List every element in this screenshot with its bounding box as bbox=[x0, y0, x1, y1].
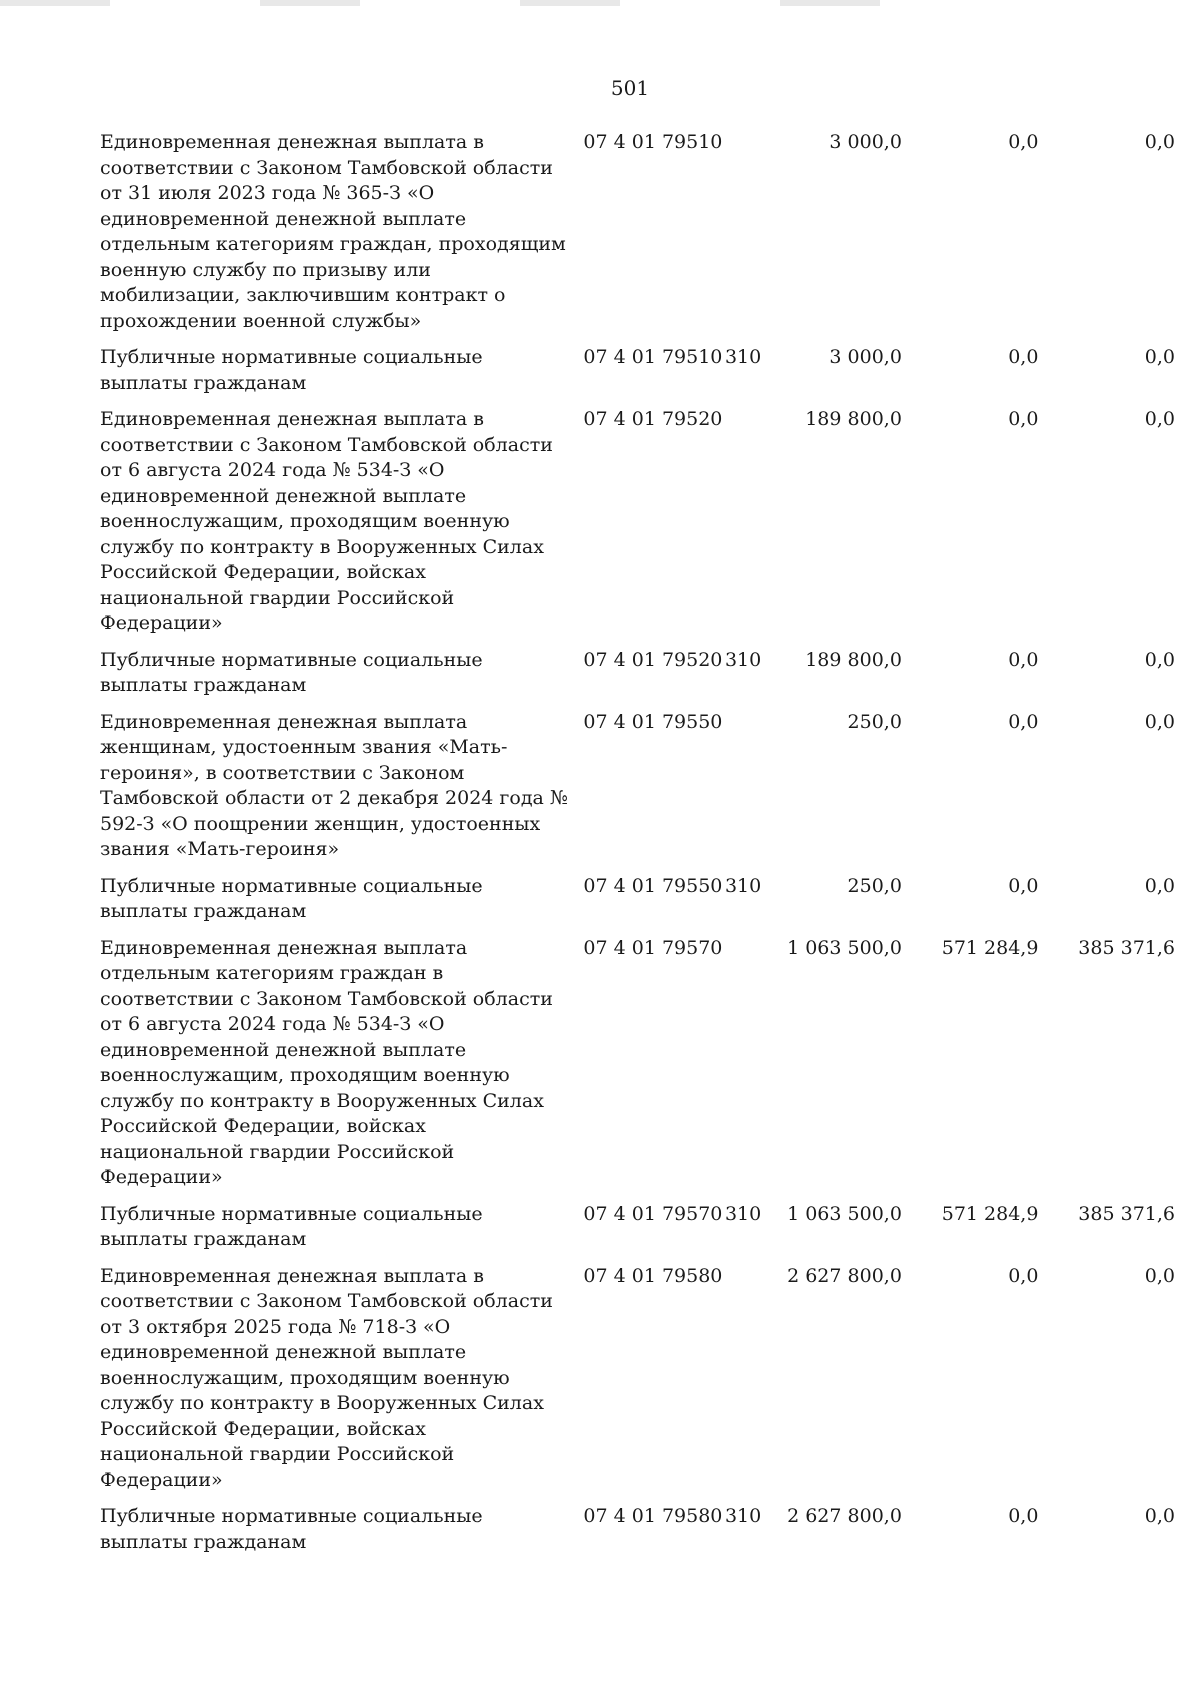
row-value-3: 0,0 bbox=[1144, 1505, 1175, 1527]
row-type: 310 bbox=[724, 1505, 762, 1527]
row-type bbox=[725, 130, 765, 345]
row-value-1: 250,0 bbox=[847, 710, 902, 733]
row-value-2: 0,0 bbox=[1008, 710, 1039, 733]
row-name: Единовременная денежная выплата в соответствии с Законом Тамбовской области от 6 августа 2024 года № 534-З «О единовременной денежной выплате военнослужащим, проходящим военную службу по контракту в Вооруженных Силах Российской Федерации, войсках национальной гвардии Российской Федерации» bbox=[100, 408, 553, 634]
row-name: Публичные нормативные социальные выплаты гражданам bbox=[100, 1505, 483, 1553]
row-value-3: 0,0 bbox=[1144, 408, 1175, 430]
scan-artifact bbox=[520, 0, 620, 6]
row-type bbox=[725, 407, 765, 648]
row-value-2: 0,0 bbox=[1008, 874, 1039, 897]
row-code: 07 4 01 79550 bbox=[583, 710, 723, 733]
scan-artifact bbox=[0, 0, 110, 6]
table-row bbox=[100, 936, 1175, 1202]
scan-artifact bbox=[260, 0, 360, 6]
row-code: 07 4 01 79520 bbox=[583, 648, 723, 671]
row-value-3: 0,0 bbox=[1144, 346, 1175, 368]
row-type: 310 bbox=[724, 648, 762, 671]
row-code: 07 4 01 79580 bbox=[583, 1505, 723, 1527]
row-name: Единовременная денежная выплата отдельным категориям граждан в соответствии с Законом Тамбовской области от 6 августа 2024 года № 534-З «О единовременной денежной выплате военнослужащим, проходящим военную службу по контракту в Вооруженных Силах Российской Федерации, войсках национальной гвардии Российской Федерации» bbox=[100, 936, 553, 1188]
row-value-2: 571 284,9 bbox=[941, 936, 1039, 959]
table-row bbox=[100, 130, 1175, 345]
row-value-2: 0,0 bbox=[1008, 346, 1039, 368]
row-value-1: 250,0 bbox=[847, 874, 902, 897]
row-code: 07 4 01 79520 bbox=[583, 408, 723, 430]
row-value-3: 0,0 bbox=[1144, 874, 1175, 897]
row-code: 07 4 01 79510 bbox=[583, 346, 723, 368]
page-number: 501 bbox=[610, 76, 650, 100]
row-type bbox=[725, 710, 765, 874]
row-value-1: 2 627 800,0 bbox=[787, 1264, 902, 1287]
row-code: 07 4 01 79570 bbox=[583, 936, 723, 959]
row-value-3: 0,0 bbox=[1144, 710, 1175, 733]
row-value-3: 385 371,6 bbox=[1078, 1202, 1175, 1225]
table-row bbox=[100, 710, 1175, 874]
row-value-2: 0,0 bbox=[1008, 1505, 1039, 1527]
row-type bbox=[725, 936, 765, 1202]
row-name: Публичные нормативные социальные выплаты гражданам bbox=[100, 1202, 483, 1250]
row-value-1: 3 000,0 bbox=[829, 346, 902, 368]
row-value-2: 0,0 bbox=[1008, 131, 1039, 153]
row-value-3: 0,0 bbox=[1144, 1264, 1175, 1287]
scan-artifact bbox=[780, 0, 880, 6]
row-name: Единовременная денежная выплата в соответствии с Законом Тамбовской области от 31 июля 2023 года № 365-З «О единовременной денежной выплате отдельным категориям граждан, проходящим военную службу по призыву или мобилизации, заключившим контракт о прохождении военной службы» bbox=[100, 131, 566, 332]
row-value-3: 0,0 bbox=[1144, 131, 1175, 153]
row-type: 310 bbox=[724, 874, 762, 897]
row-value-1: 3 000,0 bbox=[829, 131, 902, 153]
row-value-1: 1 063 500,0 bbox=[787, 1202, 902, 1225]
table-row bbox=[100, 874, 1175, 936]
row-value-1: 1 063 500,0 bbox=[787, 936, 902, 959]
row-value-3: 0,0 bbox=[1144, 648, 1175, 671]
row-type: 310 bbox=[724, 1202, 762, 1225]
row-value-1: 2 627 800,0 bbox=[787, 1505, 902, 1527]
budget-table bbox=[100, 130, 1175, 1566]
row-name: Единовременная денежная выплата в соответствии с Законом Тамбовской области от 3 октября 2025 года № 718-З «О единовременной денежной выплате военнослужащим, проходящим военную службу по контракту в Вооруженных Силах Российской Федерации, войсках национальной гвардии Российской Федерации» bbox=[100, 1264, 553, 1491]
table-row bbox=[100, 345, 1175, 407]
table-row bbox=[100, 1504, 1175, 1566]
row-name: Публичные нормативные социальные выплаты гражданам bbox=[100, 346, 483, 394]
table-row bbox=[100, 648, 1175, 710]
row-value-2: 0,0 bbox=[1008, 408, 1039, 430]
row-value-1: 189 800,0 bbox=[805, 408, 902, 430]
row-code: 07 4 01 79510 bbox=[583, 131, 723, 153]
table-row bbox=[100, 407, 1175, 648]
row-code: 07 4 01 79580 bbox=[583, 1264, 723, 1287]
row-type: 310 bbox=[724, 346, 762, 368]
row-type bbox=[725, 1264, 765, 1505]
row-value-2: 571 284,9 bbox=[941, 1202, 1039, 1225]
row-value-1: 189 800,0 bbox=[805, 648, 902, 671]
row-value-2: 0,0 bbox=[1008, 648, 1039, 671]
table-row bbox=[100, 1264, 1175, 1505]
table-row bbox=[100, 1202, 1175, 1264]
row-code: 07 4 01 79570 bbox=[583, 1202, 723, 1225]
row-name: Публичные нормативные социальные выплаты гражданам bbox=[100, 648, 483, 696]
row-value-3: 385 371,6 bbox=[1078, 936, 1175, 959]
row-name: Единовременная денежная выплата женщинам, удостоенным звания «Мать-героиня», в соответствии с Законом Тамбовской области от 2 декабря 2024 года № 592-З «О поощрении женщин, удостоенных звания «Мать-героиня» bbox=[100, 710, 568, 860]
row-name: Публичные нормативные социальные выплаты гражданам bbox=[100, 874, 483, 922]
row-code: 07 4 01 79550 bbox=[583, 874, 723, 897]
row-value-2: 0,0 bbox=[1008, 1264, 1039, 1287]
